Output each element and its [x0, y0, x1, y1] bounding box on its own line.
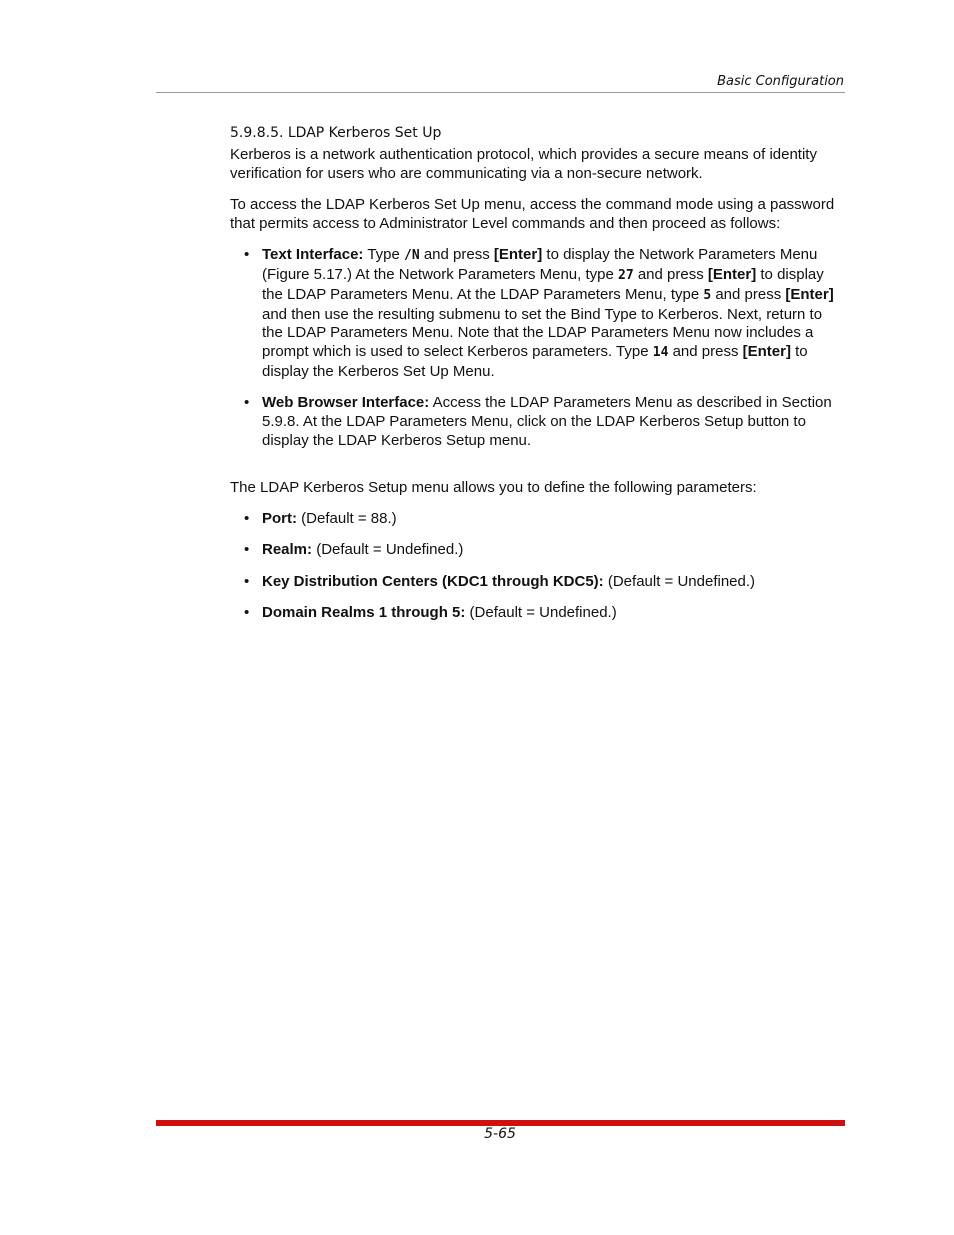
command-code: /N	[404, 248, 420, 264]
section-heading: 5.9.8.5. LDAP Kerberos Set Up	[230, 125, 442, 141]
key-label: [Enter]	[707, 265, 757, 283]
item-label: Realm:	[262, 541, 313, 559]
list-item-realm	[230, 541, 845, 560]
list-item-web-interface	[230, 394, 845, 450]
item-text: and press	[668, 343, 743, 361]
header-divider	[156, 92, 845, 93]
intro-paragraph: Kerberos is a network authentication protocol, which provides a secure means of identity verification for users who are communicating via a non-secure network.	[230, 146, 817, 182]
list-item-domain-realms	[230, 604, 845, 623]
item-text: (Default = Undefined.)	[603, 572, 756, 590]
access-paragraph: To access the LDAP Kerberos Set Up menu, access the command mode using a password that permits access to Administrator Level commands and then proceed as follows:	[230, 196, 835, 232]
running-header: Basic Configuration	[717, 74, 844, 89]
item-label: Text Interface:	[262, 246, 364, 264]
command-code: 5	[703, 287, 712, 303]
key-label: [Enter]	[493, 246, 543, 264]
item-text: to display the Kerberos Set Up Menu.	[262, 343, 808, 380]
item-text: and then use the resulting submenu to set the Bind Type to Kerberos. Next, return to the LDAP Parameters Menu. Note that the LDAP Parameters Menu now includes a prompt which is used to select Kerberos parameters. Type	[262, 305, 823, 361]
item-text: Type	[363, 246, 405, 264]
list-item-kdc	[230, 573, 845, 592]
item-label: Port:	[262, 509, 297, 527]
list-item-port	[230, 510, 845, 529]
key-label: [Enter]	[742, 343, 791, 361]
item-text: and press	[711, 285, 786, 303]
key-label: [Enter]	[785, 285, 834, 303]
page-content	[230, 124, 845, 635]
parameters-list	[230, 510, 845, 623]
item-text: Access the LDAP Parameters Menu as described in Section 5.9.8. At the LDAP Parameters Menu, click on the LDAP Kerberos Setup button to display the LDAP Kerberos Setup menu.	[262, 394, 832, 449]
item-text: (Default = 88.)	[297, 509, 397, 527]
item-label: Domain Realms 1 through 5:	[262, 603, 466, 621]
item-text: to display the Network Parameters Menu (Figure 5.17.) At the Network Parameters Menu, type	[262, 246, 818, 283]
item-text: and press	[633, 265, 708, 283]
item-text: (Default = Undefined.)	[312, 541, 464, 559]
command-code: 14	[652, 345, 669, 361]
item-text: to display the LDAP Parameters Menu. At the LDAP Parameters Menu, type	[262, 265, 824, 303]
params-intro-paragraph: The LDAP Kerberos Setup menu allows you to define the following parameters:	[230, 478, 757, 496]
command-code: 27	[618, 267, 634, 283]
item-text: (Default = Undefined.)	[465, 603, 617, 621]
item-label: Key Distribution Centers (KDC1 through KDC5):	[262, 572, 604, 590]
list-item-text-interface	[230, 246, 845, 382]
page-number: 5-65	[484, 1126, 516, 1142]
item-text: and press	[419, 246, 494, 264]
item-label: Web Browser Interface:	[262, 394, 430, 412]
access-methods-list	[230, 246, 845, 450]
